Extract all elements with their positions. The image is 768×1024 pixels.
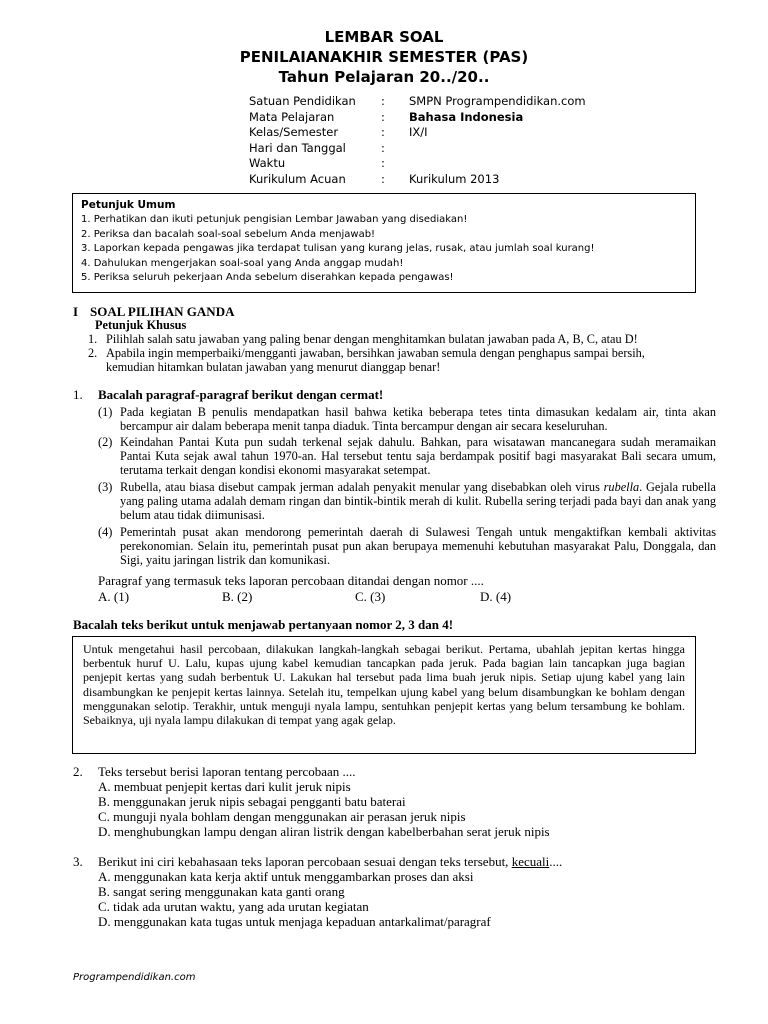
paragraph-number: (4): [98, 525, 113, 539]
option-c[interactable]: C. (3): [355, 589, 386, 604]
exam-subtitle: PENILAIANAKHIR SEMESTER (PAS): [239, 48, 529, 66]
option-d[interactable]: D. (4): [480, 589, 512, 604]
option-c[interactable]: C. munguji nyala bohlam dengan menggunakan air perasan jeruk nipis: [98, 809, 466, 824]
paragraph-4: [98, 525, 716, 567]
meta-label: Hari dan Tanggal: [249, 140, 346, 155]
meta-colon: :: [381, 125, 385, 139]
paragraph-3: [98, 480, 717, 522]
meta-label: Kelas/Semester: [249, 125, 339, 139]
meta-value: Bahasa Indonesia: [409, 109, 524, 124]
question-stem: Bacalah paragraf-paragraf berikut dengan cermat!: [98, 387, 384, 402]
instruction-item: 2. Periksa dan bacalah soal-soal sebelum Anda menjawab!: [81, 228, 376, 240]
option-a[interactable]: A. menggunakan kata kerja aktif untuk menggambarkan proses dan aksi: [98, 869, 474, 884]
meta-label: Kurikulum Acuan: [249, 171, 346, 186]
paragraph-number: (2): [98, 435, 113, 449]
special-item-text: Apabila ingin memperbaiki/mengganti jawaban, bersihkan jawaban semula dengan penghapus sampai bersih,: [106, 346, 645, 360]
option-c[interactable]: C. tidak ada urutan waktu, yang ada urutan kegiatan: [98, 899, 369, 914]
exam-title: LEMBAR SOAL: [324, 28, 444, 46]
option-d[interactable]: D. menggunakan kata tugas untuk menjaga kepaduan antarkalimat/paragraf: [98, 914, 491, 929]
meta-label: Satuan Pendidikan: [249, 94, 356, 108]
option-b[interactable]: B. sangat sering menggunakan kata ganti orang: [98, 884, 345, 899]
meta-colon: :: [381, 109, 385, 124]
general-instructions-box: [72, 193, 696, 293]
question-number: 1.: [73, 387, 83, 402]
meta-value: SMPN Programpendidikan.com: [409, 94, 586, 108]
question-number: 2.: [73, 764, 83, 779]
meta-colon: :: [381, 171, 385, 186]
meta-colon: :: [381, 140, 385, 155]
reading-text-box: [72, 636, 696, 754]
stem-text: Berikut ini ciri kebahasaan teks laporan percobaan sesuai dengan teks tersebut,: [98, 854, 512, 869]
stem-text: ....: [549, 854, 563, 869]
instruction-item: 4. Dahulukan mengerjakan soal-soal yang Anda anggap mudah!: [81, 257, 404, 269]
instruction-item: 3. Laporkan kepada pengawas jika terdapat tulisan yang kurang jelas, rusak, atau jumlah soal kurang!: [81, 243, 595, 254]
option-d[interactable]: D. menghubungkan lampu dengan aliran listrik dengan kabelberbahan serat jeruk nipis: [98, 824, 550, 839]
paragraph-2: [98, 435, 716, 477]
reading-text: Untuk mengetahui hasil percobaan, dilakukan langkah-langkah sebagai berikut. Pertama, ubahlah jepitan kertas hingga berbentuk huruf U. Lalu, kupas ujung kabel kemudian tancapkan pada jeruk. Pada bagian lain tancapkan juga bagian penjepit kertas yang sudah berbentuk U. Lakukan hal tersebut pada lima buah jeruk nipis. Setiap ujung kabel yang lain disambungkan ke penjepit kertas lainnya. Setelah itu, tempelkan ujung kabel yang belum disambungkan ke bohlam dengan menggunakan selotip. Terakhir, untuk menguji nyala lampu, sentuhkan penjepit kertas yang belum tersambung ke bohlam. Sebaiknya, uji nyala lampu dilakukan di tempat yang agak gelap.: [83, 642, 685, 728]
question-stem: Teks tersebut berisi laporan tentang percobaan ....: [98, 764, 356, 779]
paragraph-number: (1): [98, 405, 113, 419]
question-number: 3.: [73, 854, 83, 869]
section-number: I: [73, 304, 79, 319]
option-b[interactable]: B. (2): [222, 589, 253, 604]
academic-year: Tahun Pelajaran 20../20..: [278, 68, 490, 86]
reading-instruction: Bacalah teks berikut untuk menjawab pertanyaan nomor 2, 3 dan 4!: [73, 617, 454, 632]
meta-colon: :: [381, 156, 385, 170]
meta-label: Waktu: [249, 156, 286, 170]
option-a[interactable]: A. membuat penjepit kertas dari kulit jeruk nipis: [98, 779, 351, 794]
option-a[interactable]: A. (1): [98, 589, 130, 604]
meta-value: IX/I: [409, 125, 428, 139]
paragraph-italic: rubella: [603, 480, 640, 494]
question-stem: [98, 854, 562, 870]
section-title: SOAL PILIHAN GANDA: [90, 304, 235, 319]
paragraph-text: Pemerintah pusat akan mendorong pemerintah daerah di Sulawesi Tengah untuk mengaktifkan kembali aktivitas perekonomian. Selain itu, pemerintah pusat pun akan berupaya memenuhi kebutuhan masyarakat Palu, Donggala, dan Sigi, yaitu jaringan listrik dan komunikasi.: [120, 525, 716, 567]
special-instructions-title: Petunjuk Khusus: [95, 318, 187, 332]
paragraph-text: . Gejala rubella yang paling utama adalah demam ringan dan bintik-bintik merah di kulit. Rubella sering terjadi pada bayi dan anak yang belum atau tidak diimunisasi.: [120, 480, 717, 522]
paragraph-number: (3): [98, 480, 113, 494]
meta-label: Mata Pelajaran: [249, 109, 335, 124]
meta-colon: :: [381, 94, 385, 108]
question-prompt: Paragraf yang termasuk teks laporan percobaan ditandai dengan nomor ....: [98, 573, 484, 588]
instruction-item: 5. Periksa seluruh pekerjaan Anda sebelum diserahkan kepada pengawas!: [81, 272, 454, 283]
special-item-num: 1.: [88, 332, 98, 346]
paragraph-1: [98, 405, 716, 433]
special-item-num: 2.: [88, 346, 98, 360]
option-b[interactable]: B. menggunakan jeruk nipis sebagai pengganti batu baterai: [98, 794, 406, 809]
general-instructions-title: Petunjuk Umum: [81, 199, 176, 211]
paragraph-text: Keindahan Pantai Kuta pun sudah terkenal sejak dahulu. Bahkan, para wisatawan mancanegara sudah meramaikan Pantai Kuta sejak awal tahun 1970-an. Hal tersebut tentu saja berdampak positif bagi masyarakat Bali secara umum, terutama terkait dengan kondisi ekonomi masyarakat setempat.: [120, 435, 716, 477]
stem-emphasis: kecuali: [511, 854, 550, 869]
footer-site: Programpendidikan.com: [73, 972, 196, 983]
special-item-text-cont: kemudian hitamkan bulatan jawaban yang menurut dianggap benar!: [106, 360, 441, 374]
paragraph-text: Pada kegiatan B penulis mendapatkan hasil bahwa ketika beberapa tetes tinta dimasukan kedalam air, tinta akan bercampur air dalam beberapa menit tanpa diaduk. Tinta bercampur dengan air secara keseluruhan.: [120, 405, 716, 433]
meta-value: Kurikulum 2013: [409, 171, 500, 186]
special-item-text: Pilihlah salah satu jawaban yang paling benar dengan menghitamkan bulatan jawaban pada A, B, C, atau D!: [106, 332, 638, 346]
instruction-item: 1. Perhatikan dan ikuti petunjuk pengisian Lembar Jawaban yang disediakan!: [81, 214, 468, 225]
paragraph-text: Rubella, atau biasa disebut campak jerman adalah penyakit menular yang disebabkan oleh virus: [120, 480, 604, 494]
